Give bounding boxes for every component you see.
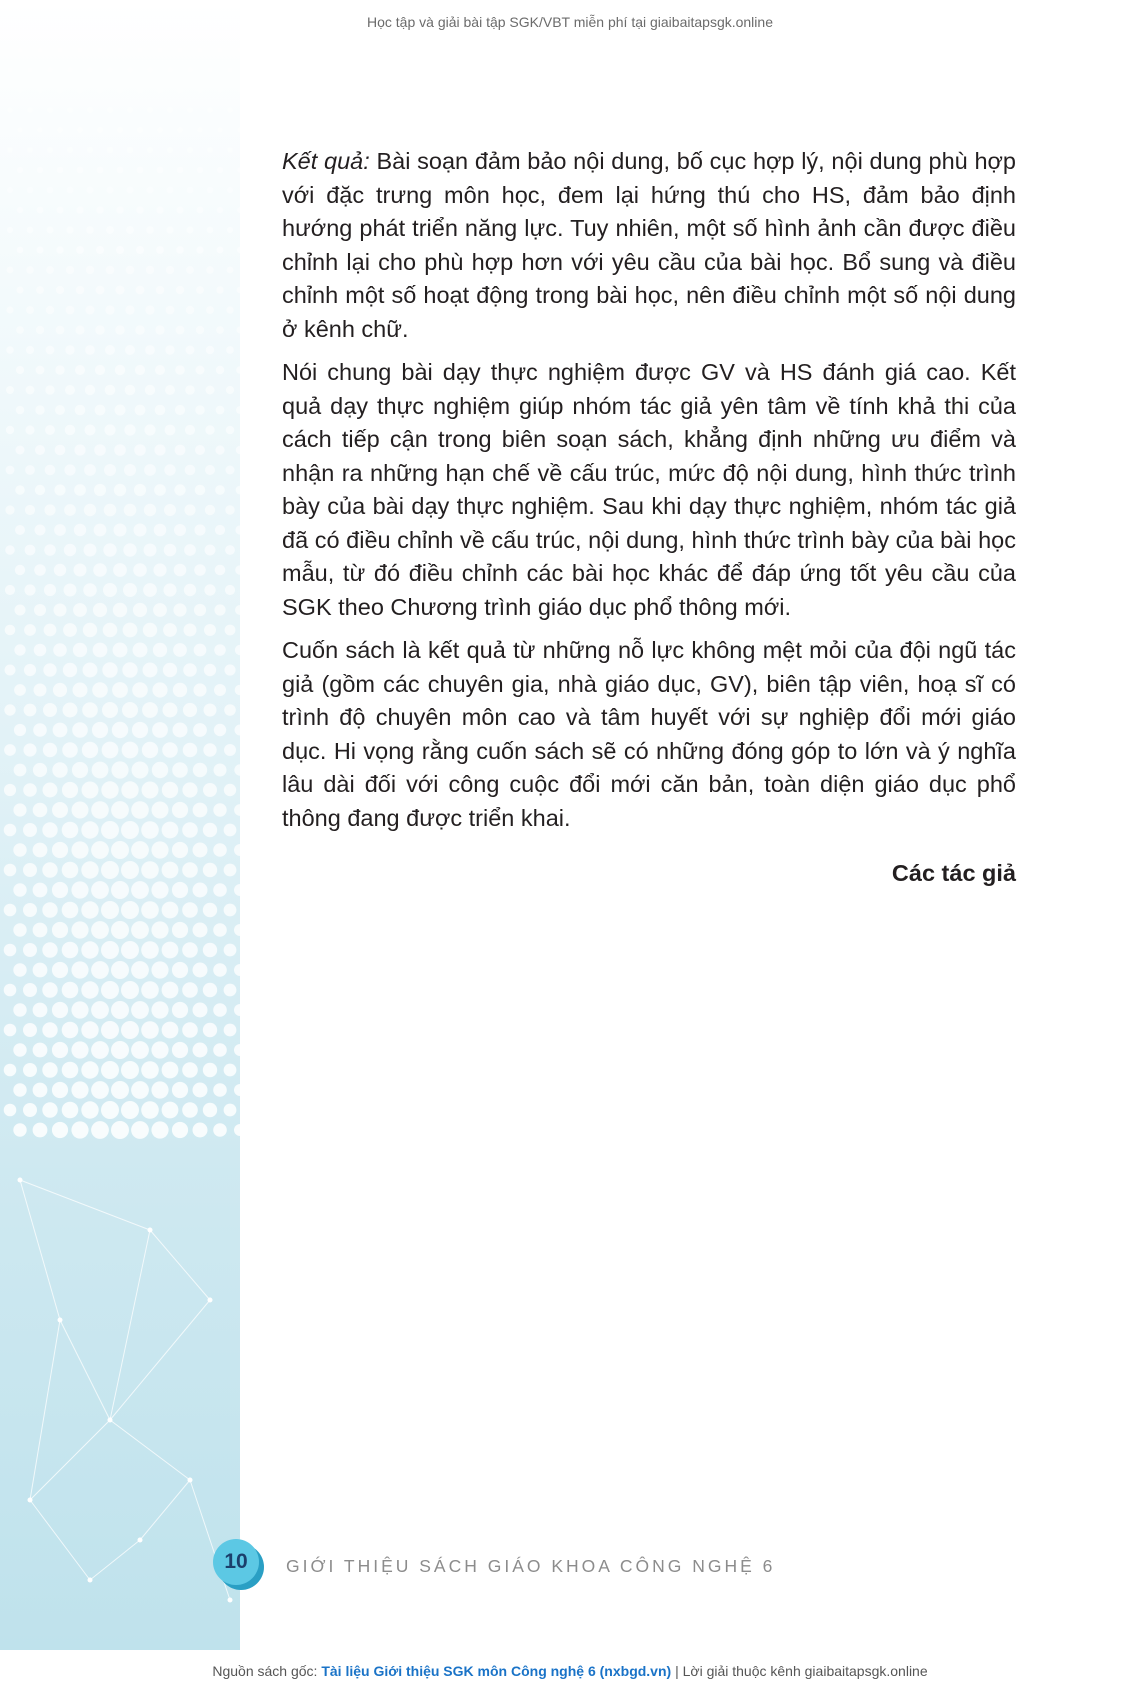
paragraph-3: Cuốn sách là kết quả từ những nỗ lực không mệt mỏi của đội ngũ tác giả (gồm các chuyên gia, nhà giáo dục, GV), biên tập viên, hoạ sĩ có trình độ chuyên môn cao và tâm huyết với sự nghiệp đổi mới giáo dục. Hi vọng rằng cuốn sách sẽ có những đóng góp to lớn và ý nghĩa lâu dài đối với công cuộc đổi mới căn bản, toàn diện giáo dục phổ thông đang được triển khai. — [282, 637, 1016, 831]
author-signature: Các tác giả — [891, 860, 1016, 886]
paragraph-1 — [282, 145, 1016, 346]
source-prefix: Nguồn sách gốc: — [212, 1663, 322, 1679]
page-number-badge — [212, 1538, 266, 1592]
paragraph-1-text: Bài soạn đảm bảo nội dung, bố cục hợp lý, nội dung phù hợp với đặc trưng môn học, đem lại hứng thú cho HS, đảm bảo định hướng phát triển năng lực. Tuy nhiên, một số hình ảnh cần được điều chỉnh lại cho phù hợp hơn với yêu cầu của bài học. Bổ sung và điều chỉnh một số hoạt động trong bài học, nên điều chỉnh một số nội dung ở kênh chữ. — [282, 148, 1016, 342]
source-link[interactable]: Tài liệu Giới thiệu SGK môn Công nghệ 6 (nxbgd.vn) — [321, 1663, 672, 1679]
paragraph-lead: Kết quả: — [282, 148, 370, 174]
page-number: 10 — [224, 1550, 248, 1573]
book-title: GIỚI THIỆU SÁCH GIÁO KHOA CÔNG NGHỆ 6 — [286, 1556, 776, 1576]
source-suffix: Lời giải thuộc kênh giaibaitapsgk.online — [682, 1663, 928, 1679]
source-separator: | — [671, 1663, 683, 1679]
source-line — [0, 1663, 1140, 1679]
dot-grid-pattern-icon — [0, 0, 240, 1650]
site-header: Học tập và giải bài tập SGK/VBT miễn phí tại giaibaitapsgk.online — [367, 14, 773, 30]
decorative-side-panel — [0, 0, 240, 1650]
paragraph-2: Nói chung bài dạy thực nghiệm được GV và HS đánh giá cao. Kết quả dạy thực nghiệm giúp nhóm tác giả yên tâm về tính khả thi của cách tiếp cận trong biên soạn sách, khẳng định những ưu điểm và nhận ra những hạn chế về cấu trúc, mức độ nội dung, hình thức trình bày của bài dạy thực nghiệm. Sau khi dạy thực nghiệm, nhóm tác giả đã có điều chỉnh về cấu trúc, nội dung, hình thức trình bày của bài học mẫu, từ đó điều chỉnh các bài học khác để đáp ứng tốt yêu cầu của SGK theo Chương trình giáo dục phổ thông mới. — [282, 359, 1016, 620]
main-text — [282, 145, 1016, 845]
